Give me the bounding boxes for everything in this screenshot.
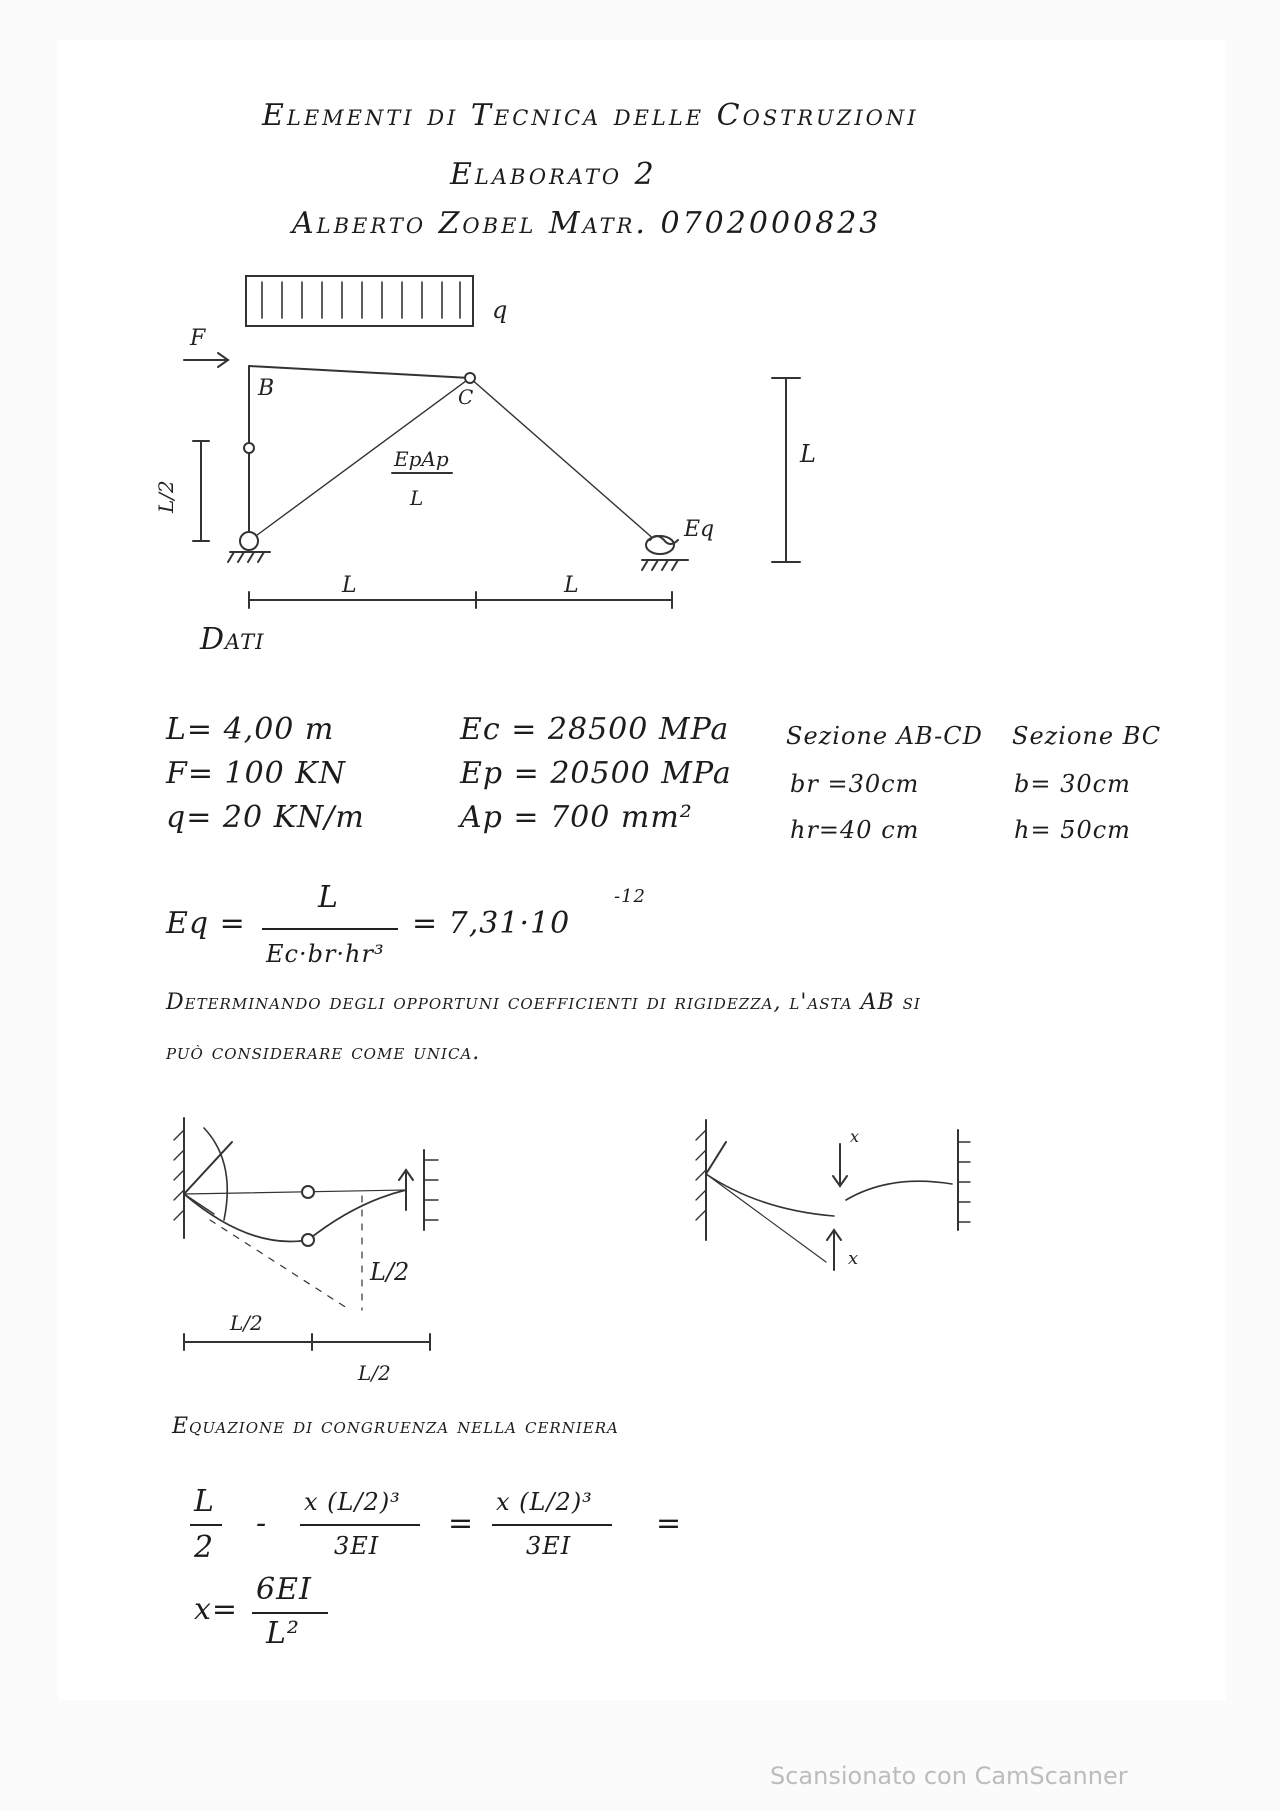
beam-bc — [249, 366, 470, 378]
x-den: L² — [266, 1616, 300, 1651]
label-dim-b: L/2 — [230, 1311, 263, 1335]
equals-1: = — [448, 1506, 475, 1541]
dati-ec: Ec = 28500 MPa — [460, 712, 730, 747]
label-q: q — [492, 296, 508, 324]
label-dim-a: L/2 — [370, 1258, 410, 1286]
support-a-icon — [240, 532, 258, 550]
x-num: 6EI — [256, 1572, 312, 1607]
dati-ep: Ep = 20500 MPa — [460, 756, 732, 791]
label-x-bottom: x — [848, 1248, 859, 1269]
eq-lhs: Eq = — [166, 906, 246, 941]
dati-q: q= 20 KN/m — [166, 800, 365, 835]
label-strut-num: EpAp — [394, 447, 449, 471]
term1-num: L — [194, 1484, 215, 1519]
dati-f: F= 100 KN — [166, 756, 346, 791]
term3-den: 3EI — [526, 1532, 572, 1560]
title-course: Elementi di Tecnica delle Costruzioni — [262, 98, 919, 133]
eq-den: Ec·br·hr³ — [266, 940, 385, 968]
load-arrows — [262, 282, 460, 318]
member-cd — [470, 378, 656, 541]
congruence-heading: Equazione di congruenza nella cerniera — [172, 1414, 619, 1439]
distributed-load-box — [246, 276, 473, 326]
title-elaborato: Elaborato 2 — [450, 157, 657, 192]
label-strut-den: L — [410, 486, 424, 510]
term2-num: x (L/2)³ — [304, 1488, 401, 1516]
title-author: Alberto Zobel Matr. 0702000823 — [292, 206, 882, 241]
label-dim-c: L/2 — [358, 1361, 391, 1385]
label-span-right: L — [564, 573, 579, 598]
dati-heading: Dati — [200, 622, 265, 657]
label-c: C — [458, 385, 474, 409]
paragraph-line1: Determinando degli opportuni coefficienti di rigidezza, l'asta AB si — [166, 990, 921, 1015]
x-lhs: x= — [194, 1592, 239, 1627]
label-x-top: x — [850, 1127, 860, 1146]
label-span-left: L — [342, 573, 357, 598]
eq-result: = 7,31·10 — [412, 906, 571, 941]
section-bc-h: h= 50cm — [1014, 816, 1131, 844]
camscanner-watermark: Scansionato con CamScanner — [770, 1762, 1128, 1790]
section-ab-cd-title: Sezione AB-CD — [786, 722, 983, 750]
label-spring: Eq — [684, 517, 715, 542]
section-bc-b: b= 30cm — [1014, 770, 1131, 798]
minus-sign: - — [256, 1506, 268, 1541]
section-ab-hr: hr=40 cm — [790, 816, 920, 844]
label-height-l: L — [800, 440, 816, 468]
frame-diagram — [0, 0, 1280, 640]
label-b: B — [258, 376, 275, 401]
dati-ap: Ap = 700 mm² — [460, 800, 693, 835]
deformation-sketches — [0, 1090, 1280, 1690]
term3-bar — [492, 1524, 612, 1526]
term3-num: x (L/2)³ — [496, 1488, 593, 1516]
term2-bar — [300, 1524, 420, 1526]
hinge-original-icon — [302, 1186, 314, 1198]
eq-fraction-bar — [262, 928, 398, 930]
hinge-deformed-icon — [302, 1234, 314, 1246]
term1-den: 2 — [194, 1530, 215, 1565]
dati-l: L= 4,00 m — [166, 712, 335, 747]
term1-bar — [190, 1524, 222, 1526]
label-f: F — [190, 326, 206, 351]
section-bc-title: Sezione BC — [1012, 722, 1162, 750]
eq-num: L — [318, 880, 339, 915]
node-c-icon — [465, 373, 475, 383]
x-bar — [252, 1612, 328, 1614]
section-ab-br: br =30cm — [790, 770, 920, 798]
paragraph-line2: può considerare come unica. — [166, 1040, 481, 1065]
eq-exponent: -12 — [614, 886, 646, 907]
equals-2: = — [656, 1506, 683, 1541]
hinge-icon — [244, 443, 254, 453]
term2-den: 3EI — [334, 1532, 380, 1560]
label-half-l: L/2 — [154, 480, 178, 513]
